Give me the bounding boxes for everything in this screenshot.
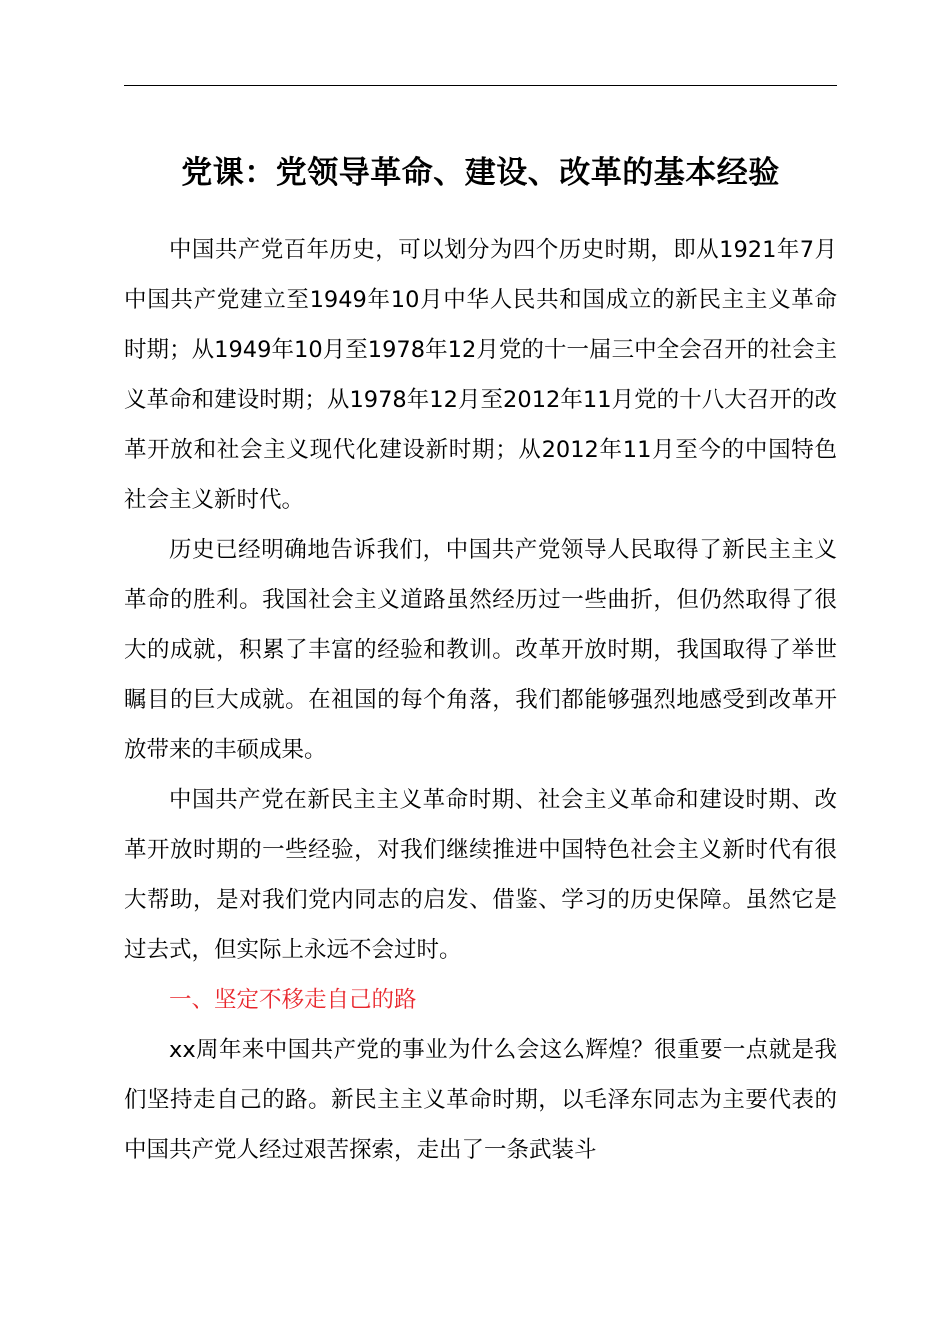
paragraph-own-path: xx周年来中国共产党的事业为什么会这么辉煌？很重要一点就是我们坚持走自己的路。新民主主义革命时期，以毛泽东同志为主要代表的中国共产党人经过艰苦探索，走出了一条武装斗	[124, 1037, 837, 1163]
paragraph-experience: 中国共产党在新民主主义革命时期、社会主义革命和建设时期、改革开放时期的一些经验，对我们继续推进中国特色社会主义新时代有很大帮助，是对我们党内同志的启发、借鉴、学习的历史保障。虽然它是过去式，但实际上永远不会过时。	[124, 787, 837, 963]
document-title: 党课：党领导革命、建设、改革的基本经验	[181, 155, 780, 191]
paragraph-achievements: 历史已经明确地告诉我们，中国共产党领导人民取得了新民主主义革命的胜利。我国社会主义道路虽然经历过一些曲折，但仍然取得了很大的成就，积累了丰富的经验和教训。改革开放时期，我国取得了举世瞩目的巨大成就。在祖国的每个角落，我们都能够强烈地感受到改革开放带来的丰硕成果。	[124, 537, 837, 763]
section-heading-own-path: 一、坚定不移走自己的路	[169, 987, 417, 1013]
header-rule	[124, 85, 837, 86]
document-body	[124, 225, 837, 1175]
paragraph-history-periods: 中国共产党百年历史，可以划分为四个历史时期，即从1921年7月中国共产党建立至1949年10月中华人民共和国成立的新民主主义革命时期；从1949年10月至1978年12月党的十一届三中全会召开的社会主义革命和建设时期；从1978年12月至2012年11月党的十八大召开的改革开放和社会主义现代化建设新时期；从2012年11月至今的中国特色社会主义新时代。	[124, 237, 837, 513]
